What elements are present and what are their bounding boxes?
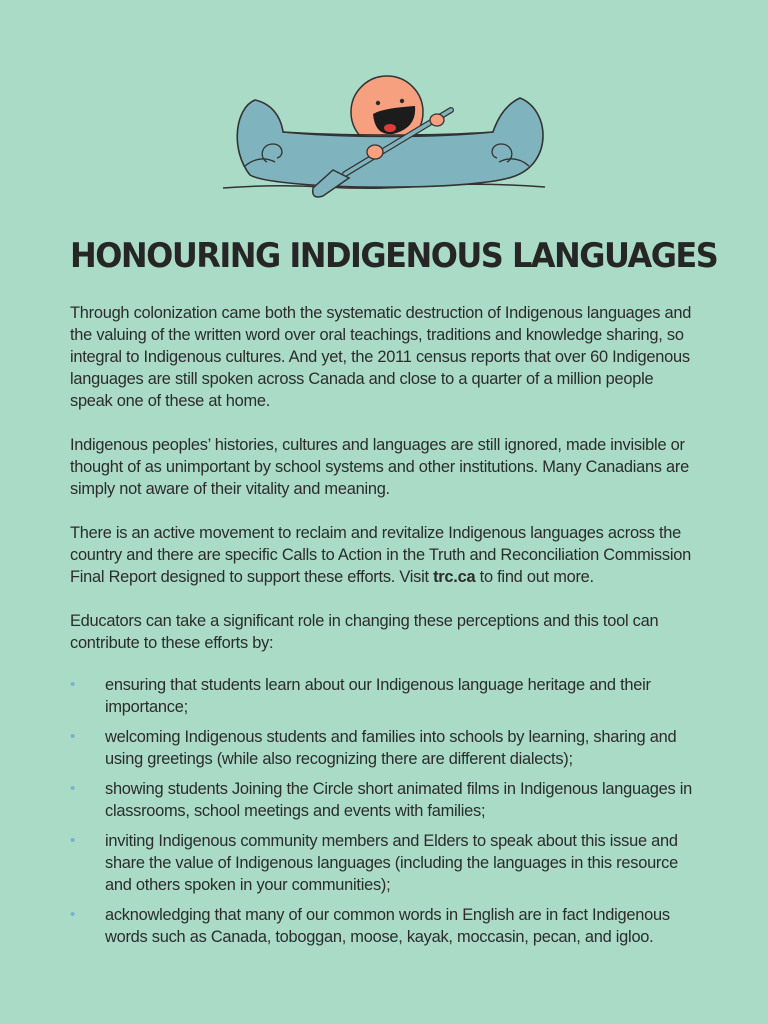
list-item bbox=[70, 830, 700, 896]
trc-link[interactable]: trc.ca bbox=[433, 568, 476, 586]
list-item-text: showing students Joining the Circle short animated films in Indigenous languages in classrooms, school meetings and events with families; bbox=[105, 780, 692, 820]
bullet-dot-icon: • bbox=[70, 676, 76, 693]
page-title: HONOURING INDIGENOUS LANGUAGES bbox=[70, 236, 718, 276]
list-item-text: welcoming Indigenous students and families into schools by learning, sharing and using greetings (while also recognizing there are different dialects); bbox=[105, 728, 677, 768]
bullet-dot-icon: • bbox=[70, 832, 76, 849]
bullet-dot-icon: • bbox=[70, 728, 76, 745]
paragraph-colonization: Through colonization came both the systematic destruction of Indigenous languages and the valuing of the written word over oral teachings, traditions and knowledge sharing, so integral to Indigenous cultures. And yet, the 2011 census reports that over 60 Indigenous languages are still spoken across Canada and close to a quarter of a million people speak one of these at home. bbox=[70, 304, 692, 410]
canoe-paddler-icon bbox=[215, 70, 560, 205]
document-body bbox=[70, 232, 718, 956]
paragraph-movement bbox=[70, 522, 700, 588]
list-item bbox=[70, 778, 700, 822]
list-item-text: inviting Indigenous community members and Elders to speak about this issue and share the value of Indigenous languages (including the languages in this resource and others spoken in your communities); bbox=[105, 832, 678, 894]
bullet-dot-icon: • bbox=[70, 906, 76, 923]
bullet-list bbox=[70, 674, 700, 948]
paragraph-histories: Indigenous peoples’ histories, cultures and languages are still ignored, made invisible or thought of as unimportant by school systems and other institutions. Many Canadians are simply not aware of their vitality and meaning. bbox=[70, 436, 689, 498]
paragraph-movement-text: There is an active movement to reclaim and revitalize Indigenous languages across the country and there are specific Calls to Action in the Truth and Reconciliation Commission Final Report designed to support these efforts. Visit bbox=[70, 524, 691, 586]
list-item bbox=[70, 674, 700, 718]
list-item bbox=[70, 904, 700, 948]
paragraph-movement-end: to find out more. bbox=[475, 568, 594, 586]
bullet-dot-icon: • bbox=[70, 780, 76, 797]
list-item-text: acknowledging that many of our common words in English are in fact Indigenous words such as Canada, toboggan, moose, kayak, moccasin, pecan, and igloo. bbox=[105, 906, 670, 946]
list-item bbox=[70, 726, 700, 770]
list-item-text: ensuring that students learn about our Indigenous language heritage and their importance; bbox=[105, 676, 651, 716]
paragraph-educators: Educators can take a significant role in changing these perceptions and this tool can contribute to these efforts by: bbox=[70, 612, 659, 652]
